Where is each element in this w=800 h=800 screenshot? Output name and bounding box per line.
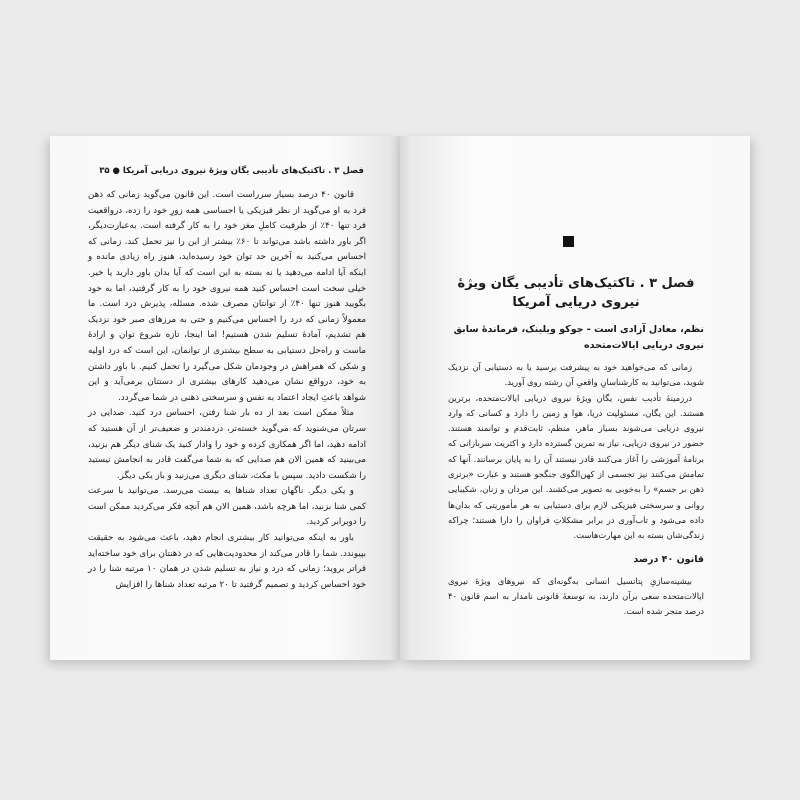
section-heading: نظم، معادل آزادی است - جوکو ویلینک، فرماندهٔ سابق نیروی دریایی ایالات‌متحده [453,324,704,351]
section-heading: قانون ۴۰ درصد [633,553,704,565]
paragraph: درزمینهٔ تأدیب نفس، یگان ویژهٔ نیروی دریایی ایالات‌متحده، برترین هستند. این یگان، مسئولیت دریا، هوا و زمین را دارد و کسانی که وارد نیروی دریایی می‌شوند بسیار ماهر، منظم، ثابت‌قدم و توانمند هستند. حضور در نیروی دریایی، نیاز به تمرین گسترده دارد و اکثریت سربازانی که برنامهٔ آموزشی را آغاز می‌کنند قادر نیستند آن را به پایان برسانند. آنها که تمامش می‌کنند نیز تجسمی از کهن‌الگوی جنگجو هستند و عبارت «برتری ذهن بر جسم» را به‌خوبی به تصویر می‌کشند. این مردان و زنان، شکیبایی روانی و سرسختی فیزیکی لازم برای دستیابی به هر مأموریتی که بدان‌ها داده می‌شود و تاب‌آوری در برابر مشکلاتِ فراوان را دارا هستند؛ چراکه زندگی‌شان بسته به این مهارت‌هاست. [448,392,704,541]
chapter-square-ornament [563,236,574,247]
paragraph: و یکی دیگر. ناگهان تعداد شناها به بیست می‌رسد. می‌توانید با سرعت کمی شنا بزنید، اما هرچه باشد، همین الان هم آنچه فکر می‌کردید ممکن است را دوبرابر کردید. [88,486,366,528]
paragraph: مثلاً ممکن است بعد از ده بار شنا رفتن، احساس درد کنید. صدایی در سرتان می‌شنوید که می‌گوید خسته‌تر، دردمندتر و ضعیف‌تر از آن هستید که ادامه دهید، اما اگر همکاری کرده و خود را وادار کنید یک شنای دیگر هم بزنید، می‌بینید که همین الان هم صدایی که به شما می‌گفت قادر به انجامش نیستید را شکست دادید. سپس با مکث، شنای دیگری می‌زنید و باز یکی دیگر. [88,408,366,481]
left-page-body [88,188,366,593]
paragraph: باور به اینکه می‌توانید کار بیشتری انجام دهید، باعث می‌شود به حقیقت بپیوندد. شما را قادر می‌کند از محدودیت‌هایی که در ذهنتان برای خود ساخته‌اید فراتر بروید؛ زمانی که درد و نیاز به تسلیم شدن در همان ۱۰ مرتبه شنا را در خود احساس کردید و تصمیم گرفتید تا ۲۰ مرتبه تعداد شناها را افزایش [88,533,367,590]
left-page [50,136,400,660]
paragraph: بیشینه‌سازیِ پتانسیل انسانی به‌گونه‌ای که نیروهای ویژهٔ نیروی ایالات‌متحده سعی برآن دارند، به توسعهٔ قانونی نامدار به اسم قانون ۴۰ درصد منجر شده است. [448,575,704,617]
paragraph: قانون ۴۰ درصد بسیار سرراست است. این قانون می‌گوید زمانی که ذهن فرد به او می‌گوید از نظر فیزیکی یا احساسی همه زورِ خود را زده، درواقعیت فرد تنها ۴۰٪ از ظرفیت کاملِ مغز خود را به کار گرفته است. به‌عبارت‌دیگر، اگر باور داشته باشد می‌تواند تا ۶۰٪ بیشتر از این را نیز تحمل کند. زمانی که احساس می‌کنید به آخرین حد توان خود رسیده‌اید، هنوز راه زیادی مانده و اینکه آیا ادامه می‌دهید یا نه بسته به این است که آیا بدان باور دارید یا خیر. خیلی سخت است احساس کنید همه نیروی خود را به کار گرفتید، اما به خود بگویید هنوز تنها ۴۰٪ از توانتان مصرف شده. مسئله، پذیرش درد است. ما معمولاً زمانی که درد را احساس می‌کنیم و حتی به مرزهای صبر خود نزدیک هم تشدیم، آمادهٔ تسلیم شدن هستیم! اما اینجا، تازه شروع توان و ارادهٔ ماست و راه‌حل دستیابی به سطح بیشتری از توانمان، این است که درد اولیه و شکی که همراهش در وجودمان شکل می‌گیرد را تحمل کنیم. با باور داشتن به خود، درواقع نشان می‌دهید کارهای بیشتری از دستتان برمی‌آید و این شواهد باعثِ ایجاد اعتماد به نفس و سرسختی ذهنی در شما می‌گردد. [88,190,367,403]
right-page [400,136,750,660]
paragraph: زمانی که می‌خواهید خود به پیشرفت برسید یا به دستیابی آن نزدیک شوید، می‌توانید به کارشناسانِ واقعیِ آن رشته روی آورید. [448,362,704,388]
chapter-title: فصل ۳ . تاکتیک‌های تأدیبی یگان ویژهٔ نیروی دریایی آمریکا [457,276,695,310]
running-header: فصل ۳ . تاکتیک‌های تأدیبی یگان ویژهٔ نیروی دریایی آمریکا ● ۳۵ [99,166,364,176]
open-book [50,136,750,660]
right-page-body [448,274,704,619]
